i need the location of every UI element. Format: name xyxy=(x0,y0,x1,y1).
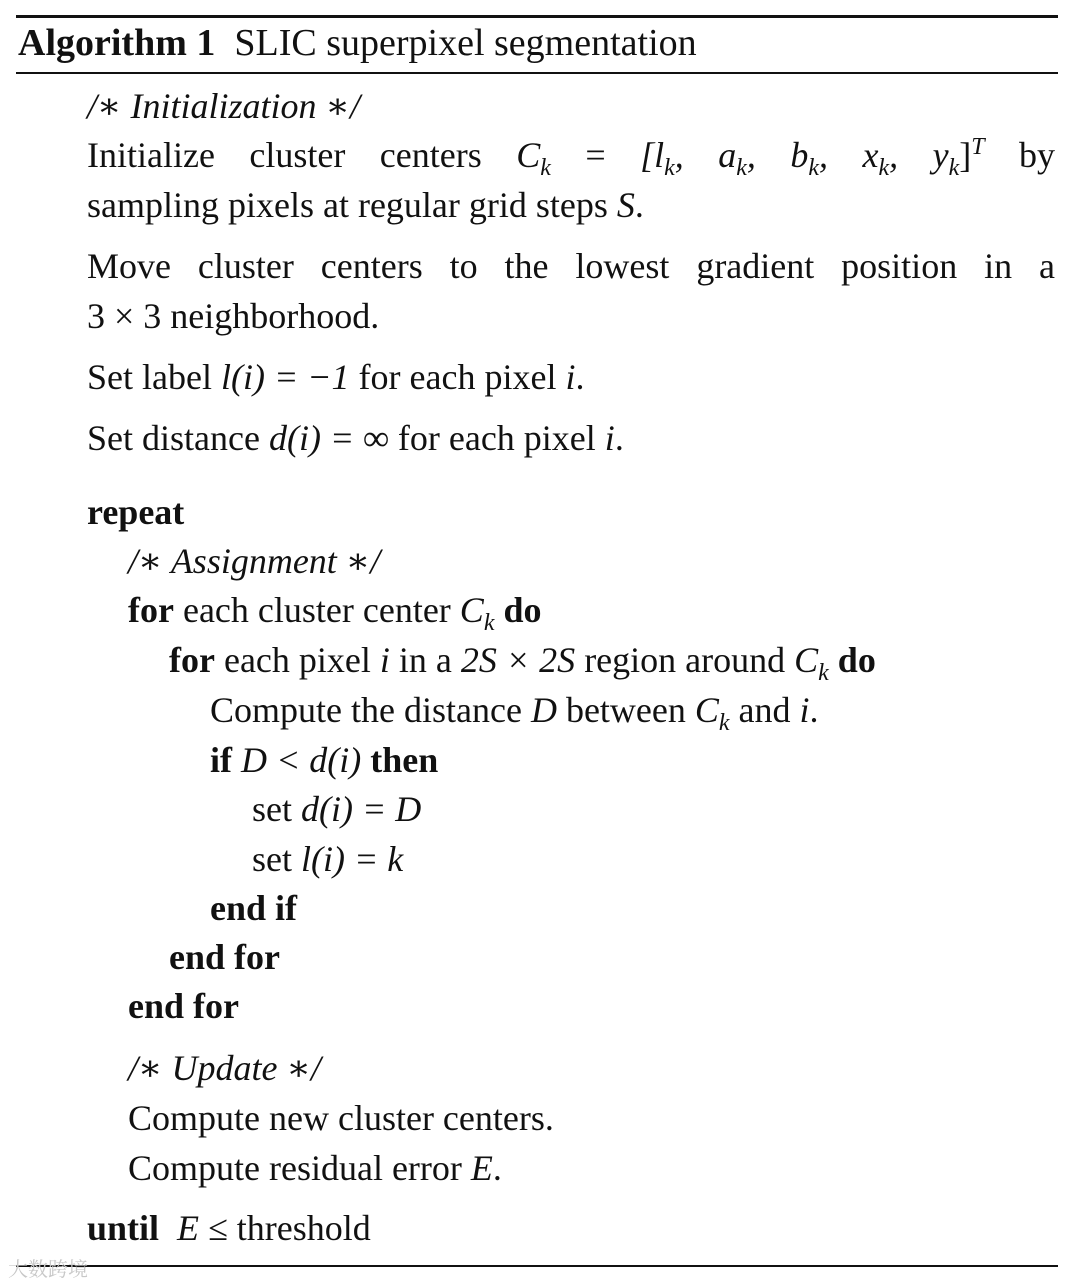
algorithm-name: SLIC superpixel segmentation xyxy=(234,22,697,64)
comment-assignment: /∗ Assignment ∗/ xyxy=(128,541,381,581)
repeat-keyword: repeat xyxy=(87,492,185,532)
if-line: if D < d(i) then xyxy=(210,740,439,780)
compute-centers-line: Compute new cluster centers. xyxy=(128,1098,554,1138)
end-for-outer-keyword: end for xyxy=(128,986,239,1026)
watermark: 大数跨境 xyxy=(8,1257,88,1281)
move-line-1: Move cluster centers to the lowest gradient position in a xyxy=(87,246,1055,286)
algorithm-number: Algorithm 1 xyxy=(18,22,216,64)
compute-distance-line: Compute the distance D between $C_k$ and i. xyxy=(210,690,819,737)
comment-initialization: /∗ Initialization ∗/ xyxy=(87,86,360,126)
set-distance-line: Set distance d(i) = ∞ for each pixel i. xyxy=(87,418,624,458)
comment-update: /∗ Update ∗/ xyxy=(128,1048,321,1088)
set-d-line: set d(i) = D xyxy=(252,789,422,829)
set-l-line: set l(i) = k xyxy=(252,839,404,879)
until-line: until E ≤ threshold xyxy=(87,1208,371,1248)
move-line-2: 3 × 3 neighborhood. xyxy=(87,296,380,336)
algorithm-title xyxy=(18,20,697,66)
for-cluster-line: for each cluster center $C_k$ do xyxy=(128,590,542,637)
bottom-rule xyxy=(16,1265,1058,1267)
header-rule xyxy=(16,72,1058,74)
for-pixel-line: for each pixel i in a 2S × 2S region around $C_k$ do xyxy=(169,640,876,687)
init-line-1: Initialize cluster centers $C_k = [l_k$, $a_k$, $b_k$, $x_k$, $y_k]^T$ by xyxy=(87,134,1056,182)
set-label-line: Set label l(i) = −1 for each pixel i. xyxy=(87,357,585,397)
init-line-2: sampling pixels at regular grid steps S. xyxy=(87,185,644,225)
end-if-keyword: end if xyxy=(210,888,298,928)
compute-error-line: Compute residual error E. xyxy=(128,1148,502,1188)
end-for-inner-keyword: end for xyxy=(169,937,280,977)
top-rule xyxy=(16,15,1058,18)
